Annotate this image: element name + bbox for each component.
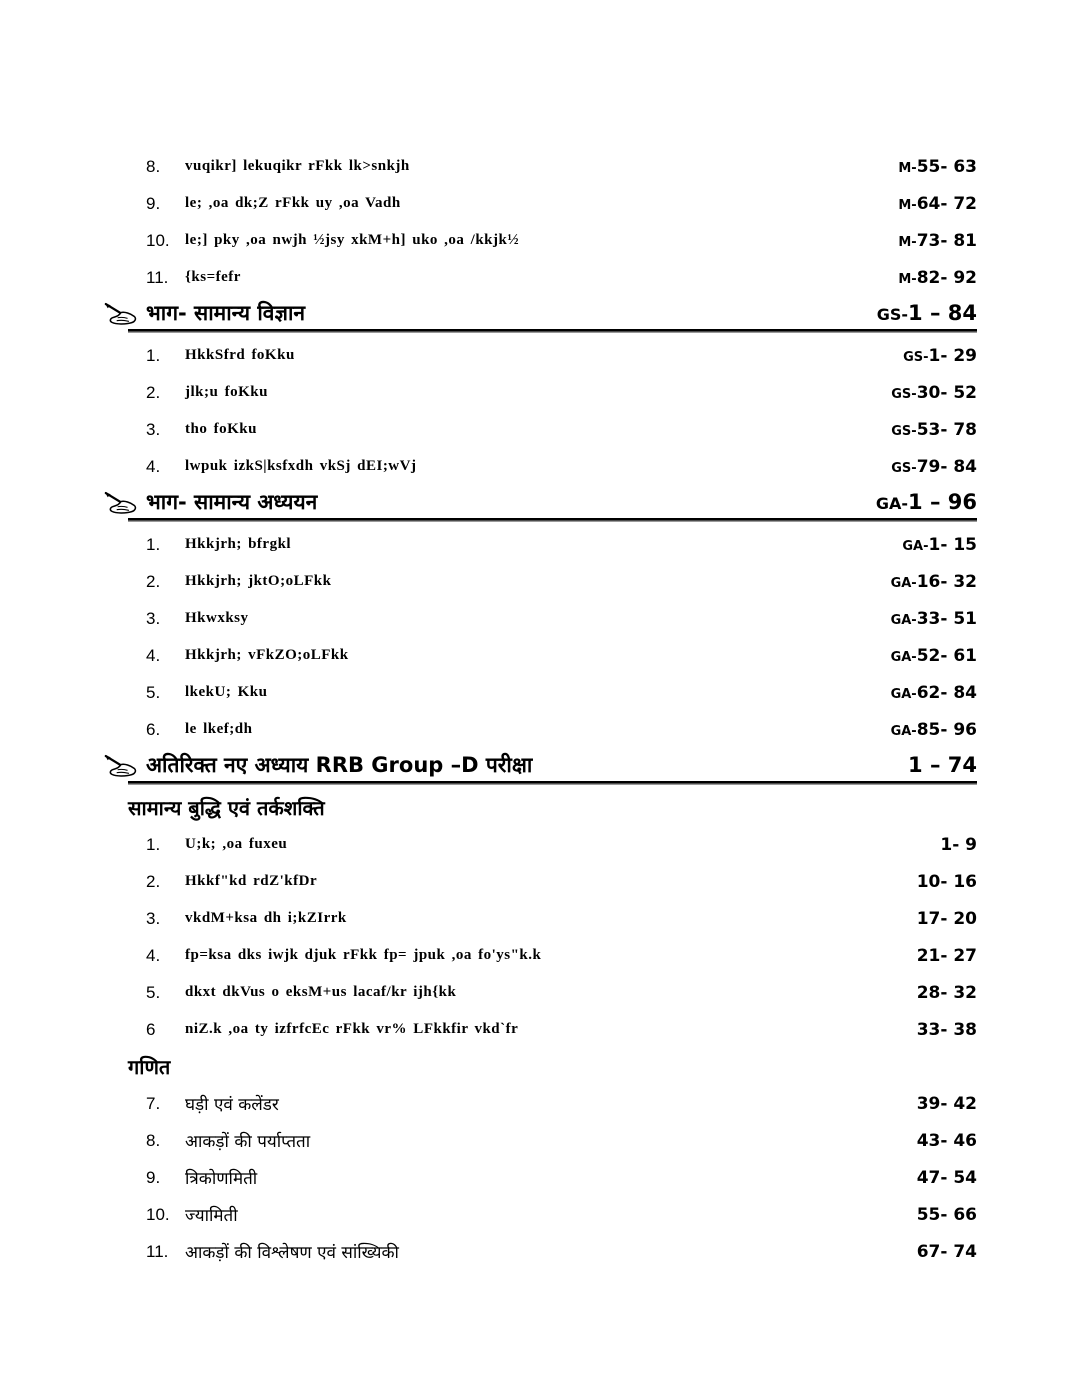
item-number: 8. <box>146 156 161 176</box>
item-number: 1. <box>146 834 161 854</box>
item-title: le;] pky ,oa nwjh ½jsy xkM+h] uko ,oa /kkjk½ <box>185 232 520 248</box>
item-title: jlk;u foKku <box>185 384 268 400</box>
page-range <box>891 683 977 703</box>
section-header-row <box>128 750 977 780</box>
page-range <box>891 720 977 740</box>
section-underline <box>128 518 977 522</box>
item-number: 1. <box>146 345 161 365</box>
page-prefix: GS- <box>891 423 917 439</box>
page-numbers: 1 – 74 <box>908 753 977 777</box>
page-numbers: 52- 61 <box>916 645 977 666</box>
page-prefix: GA- <box>890 612 917 628</box>
item-number: 4. <box>146 945 161 965</box>
page-numbers: 43- 46 <box>916 1130 977 1151</box>
toc-item <box>128 937 977 974</box>
toc-item <box>128 600 977 637</box>
page-prefix: GS- <box>891 386 917 402</box>
section-header-row <box>128 487 977 517</box>
item-number: 3. <box>146 608 161 628</box>
section-underline <box>128 329 977 333</box>
section-underline <box>128 781 977 785</box>
item-number: 7. <box>146 1093 161 1113</box>
page-numbers: 16- 32 <box>916 571 977 592</box>
toc-sections <box>128 148 977 1270</box>
toc-item <box>128 1159 977 1196</box>
section-header-row <box>128 298 977 328</box>
page-range <box>898 268 977 288</box>
item-title: Hkwxksy <box>185 610 249 626</box>
page-range <box>891 420 977 440</box>
toc-item <box>128 637 977 674</box>
item-number: 6 <box>146 1019 156 1039</box>
item-number: 2. <box>146 382 161 402</box>
toc-item <box>128 374 977 411</box>
toc-item <box>128 863 977 900</box>
page-range <box>917 946 977 966</box>
toc-section-math-continued <box>128 148 977 296</box>
page-range <box>940 835 977 855</box>
toc-item <box>128 337 977 374</box>
toc-item <box>128 1233 977 1270</box>
item-number: 8. <box>146 1130 161 1150</box>
item-title: lkekU; Kku <box>185 684 268 700</box>
toc-section-general-studies <box>128 487 977 748</box>
page-numbers: 39- 42 <box>916 1093 977 1114</box>
item-title: Hkkf"kd rdZ'kfDr <box>185 873 318 889</box>
item-number: 4. <box>146 645 161 665</box>
page-prefix: GA- <box>890 575 917 591</box>
item-title: fp=ksa dks iwjk djuk rFkk fp= jpuk ,oa fo'ys"k.k <box>185 947 542 963</box>
toc-item <box>128 563 977 600</box>
item-title: tho foKku <box>185 421 257 437</box>
subsection-heading: सामान्य बुद्धि एवं तर्कशक्ति <box>128 796 325 820</box>
toc-item <box>128 674 977 711</box>
page-numbers: 1- 15 <box>928 534 977 555</box>
item-number: 9. <box>146 193 161 213</box>
toc-item <box>128 900 977 937</box>
page-numbers: 85- 96 <box>916 719 977 740</box>
page-numbers: 28- 32 <box>916 982 977 1003</box>
page-range <box>902 535 977 555</box>
item-title: vuqikr] lekuqikr rFkk lk>snkjh <box>185 158 410 174</box>
page-numbers: 1 – 84 <box>908 301 977 325</box>
page-prefix: GA- <box>875 494 909 513</box>
item-title: lwpuk izkS|ksfxdh vkSj dEI;wVj <box>185 458 417 474</box>
page-range <box>917 909 977 929</box>
writing-hand-icon <box>103 753 137 778</box>
page-range <box>917 1020 977 1040</box>
page-prefix: M- <box>898 271 917 287</box>
page-prefix: GS- <box>891 460 917 476</box>
page-numbers: 1- 9 <box>940 834 977 855</box>
item-number: 3. <box>146 908 161 928</box>
toc-item <box>128 974 977 1011</box>
toc-item <box>128 526 977 563</box>
page-prefix: M- <box>898 197 917 213</box>
page-numbers: 1- 29 <box>928 345 977 366</box>
item-title: आकड़ों की पर्याप्तता <box>185 1132 311 1152</box>
item-number: 10. <box>146 1204 170 1224</box>
page-prefix: M- <box>898 160 917 176</box>
page-range <box>891 457 977 477</box>
page-range <box>908 753 977 777</box>
page-range <box>917 1094 977 1114</box>
toc-section-mathematics <box>128 1048 977 1270</box>
toc-item <box>128 826 977 863</box>
item-title: niZ.k ,oa ty izfrfcEc rFkk vr% LFkkfir vkd`fr <box>185 1021 519 1037</box>
item-title: le lkef;dh <box>185 721 253 737</box>
page-prefix: GA- <box>902 538 929 554</box>
item-number: 6. <box>146 719 161 739</box>
page-prefix: GS- <box>876 305 909 324</box>
page-range <box>917 983 977 1003</box>
page-numbers: 67- 74 <box>916 1241 977 1262</box>
page-prefix: GA- <box>890 723 917 739</box>
item-title: le; ,oa dk;Z rFkk uy ,oa Vadh <box>185 195 401 211</box>
item-title: ज्यामिती <box>185 1206 238 1226</box>
page-numbers: 33- 38 <box>916 1019 977 1040</box>
toc-section-rrb-group-d-new-chapters <box>128 750 977 1048</box>
toc-item <box>128 1011 977 1048</box>
item-number: 5. <box>146 982 161 1002</box>
page-range <box>917 1168 977 1188</box>
item-number: 11. <box>146 267 169 287</box>
page-range <box>917 1131 977 1151</box>
page-numbers: 17- 20 <box>916 908 977 929</box>
item-title: Hkkjrh; jktO;oLFkk <box>185 573 332 589</box>
item-title: त्रिकोणमिती <box>185 1169 258 1189</box>
section-header <box>128 298 977 333</box>
page-range <box>917 1242 977 1262</box>
toc-item <box>128 711 977 748</box>
toc-item <box>128 185 977 222</box>
section-header <box>128 750 977 785</box>
toc-item <box>128 148 977 185</box>
page-range <box>917 872 977 892</box>
page-numbers: 55- 66 <box>916 1204 977 1225</box>
page-numbers: 1 – 96 <box>908 490 977 514</box>
item-number: 11. <box>146 1241 169 1261</box>
section-title: अतिरिक्त नए अध्याय RRB Group –D परीक्षा <box>146 753 533 777</box>
item-number: 4. <box>146 456 161 476</box>
page-prefix: M- <box>898 234 917 250</box>
toc-item <box>128 1122 977 1159</box>
toc-item <box>128 1085 977 1122</box>
toc-section-general-science <box>128 298 977 485</box>
subsection-heading: गणित <box>128 1055 171 1079</box>
item-number: 3. <box>146 419 161 439</box>
page-range <box>903 346 977 366</box>
writing-hand-icon <box>103 490 137 515</box>
page-range <box>891 383 977 403</box>
page-range <box>917 1205 977 1225</box>
item-title: HkkSfrd foKku <box>185 347 295 363</box>
page-numbers: 30- 52 <box>916 382 977 403</box>
section-title: भाग- सामान्य अध्ययन <box>146 490 318 514</box>
item-number: 9. <box>146 1167 161 1187</box>
item-number: 2. <box>146 871 161 891</box>
page-numbers: 64- 72 <box>916 193 977 214</box>
page-numbers: 33- 51 <box>916 608 977 629</box>
item-number: 5. <box>146 682 161 702</box>
toc-item <box>128 448 977 485</box>
item-number: 2. <box>146 571 161 591</box>
page-numbers: 53- 78 <box>916 419 977 440</box>
item-title: Hkkjrh; vFkZO;oLFkk <box>185 647 349 663</box>
page-range <box>898 194 977 214</box>
toc-item <box>128 259 977 296</box>
item-title: dkxt dkVus o eksM+us lacaf/kr ijh{kk <box>185 984 457 1000</box>
section-title: भाग- सामान्य विज्ञान <box>146 301 306 325</box>
section-header <box>128 487 977 522</box>
page-numbers: 82- 92 <box>916 267 977 288</box>
item-title: {ks=fefr <box>185 269 241 285</box>
page-range <box>898 157 977 177</box>
item-title: घड़ी एवं कलेंडर <box>185 1095 279 1115</box>
page-range <box>891 572 977 592</box>
toc-item <box>128 1196 977 1233</box>
item-title: vkdM+ksa dh i;kZIrrk <box>185 910 347 926</box>
item-title: Hkkjrh; bfrgkl <box>185 536 292 552</box>
page-numbers: 10- 16 <box>916 871 977 892</box>
page-numbers: 55- 63 <box>916 156 977 177</box>
page-numbers: 79- 84 <box>916 456 977 477</box>
page-range <box>898 231 977 251</box>
item-number: 1. <box>146 534 161 554</box>
page-prefix: GA- <box>890 686 917 702</box>
page-numbers: 47- 54 <box>916 1167 977 1188</box>
page-numbers: 73- 81 <box>916 230 977 251</box>
writing-hand-icon <box>103 301 137 326</box>
toc-item <box>128 222 977 259</box>
page-prefix: GA- <box>890 649 917 665</box>
page-numbers: 21- 27 <box>916 945 977 966</box>
item-title: U;k; ,oa fuxeu <box>185 836 288 852</box>
page-range <box>891 646 977 666</box>
item-title: आकड़ों की विश्लेषण एवं सांख्यिकी <box>185 1243 399 1263</box>
page-range <box>877 301 977 325</box>
item-number: 10. <box>146 230 170 250</box>
page-prefix: GS- <box>903 349 929 365</box>
page-range <box>891 609 977 629</box>
page-range <box>876 490 977 514</box>
page-numbers: 62- 84 <box>916 682 977 703</box>
toc-item <box>128 411 977 448</box>
